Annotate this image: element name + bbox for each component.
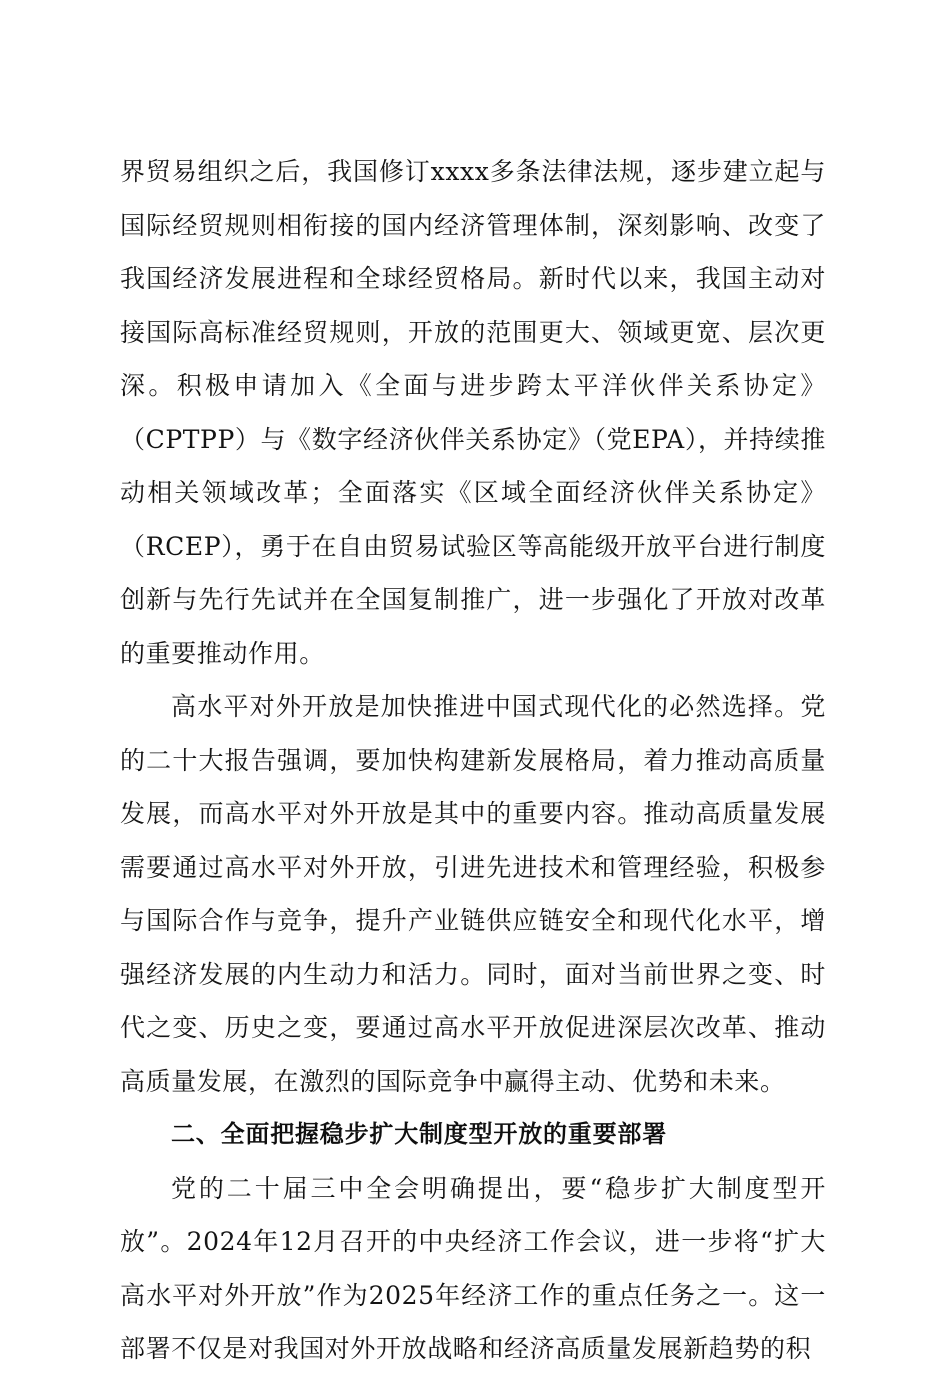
document-body	[120, 145, 826, 1376]
section-heading: 二、全面把握稳步扩大制度型开放的重要部署	[171, 1120, 667, 1148]
paragraph-continued: 界贸易组织之后，我国修订xxxx多条法律法规，逐步建立起与国际经贸规则相衔接的国内经济管理体制，深刻影响、改变了我国经济发展进程和全球经贸格局。新时代以来，我国主动对接国际高标准经贸规则，开放的范围更大、领域更宽、层次更深。积极申请加入《全面与进步跨太平洋伙伴关系协定》（CPTPP）与《数字经济伙伴关系协定》（党EPA），并持续推动相关领域改革；全面落实《区域全面经济伙伴关系协定》（RCEP），勇于在自由贸易试验区等高能级开放平台进行制度创新与先行先试并在全国复制推广，进一步强化了开放对改革的重要推动作用。	[120, 157, 826, 668]
paragraph-high-level-opening: 高水平对外开放是加快推进中国式现代化的必然选择。党的二十大报告强调，要加快构建新发展格局，着力推动高质量发展，而高水平对外开放是其中的重要内容。推动高质量发展需要通过高水平对外开放，引进先进技术和管理经验，积极参与国际合作与竞争，提升产业链供应链安全和现代化水平，增强经济发展的内生动力和活力。同时，面对当前世界之变、时代之变、历史之变，要通过高水平开放促进深层次改革、推动高质量发展，在激烈的国际竞争中赢得主动、优势和未来。	[120, 692, 826, 1096]
paragraph-section-two: 党的二十届三中全会明确提出，要“稳步扩大制度型开放”。2024年12月召开的中央经济工作会议，进一步将“扩大高水平对外开放”作为2025年经济工作的重点任务之一。这一部署不仅是对我国对外开放战略和经济高质量发展新趋势的积	[120, 1173, 826, 1363]
